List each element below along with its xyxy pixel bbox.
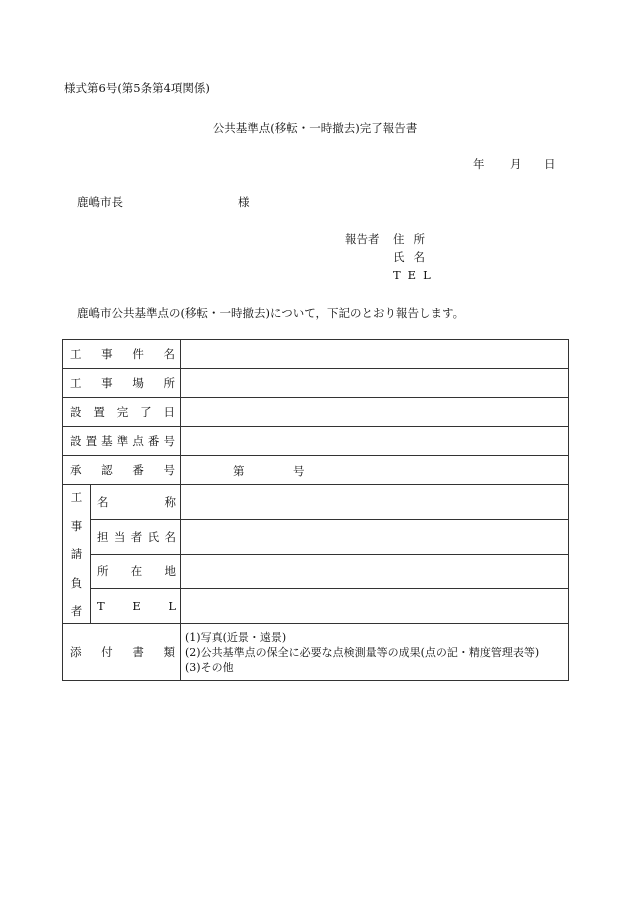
label-char: 置 bbox=[93, 405, 105, 419]
label-char: 類 bbox=[163, 645, 175, 659]
reporter-name-label: 氏名 bbox=[393, 250, 434, 264]
label-char: 番 bbox=[132, 463, 144, 477]
table-row bbox=[63, 589, 569, 624]
label-char: 名 bbox=[97, 494, 109, 509]
label-char: 所 bbox=[163, 376, 175, 390]
label-cell bbox=[63, 340, 181, 369]
table-row bbox=[63, 624, 569, 681]
label-char: 在 bbox=[130, 564, 143, 579]
label-char: 所 bbox=[97, 564, 109, 579]
label-char: 当 bbox=[113, 529, 126, 544]
label-char: 書 bbox=[132, 645, 144, 659]
reporter-address-label: 住所 bbox=[393, 232, 434, 246]
project-name-field[interactable] bbox=[181, 340, 569, 369]
label-char: T bbox=[97, 599, 105, 614]
label-char: 設 bbox=[70, 434, 82, 448]
project-name-label bbox=[63, 340, 180, 368]
contractor-name-label bbox=[91, 485, 180, 519]
date-month-label: 月 bbox=[510, 157, 522, 171]
label-char: 場 bbox=[132, 376, 144, 390]
label-char: 負 bbox=[70, 575, 83, 590]
project-location-label bbox=[63, 369, 180, 397]
label-char: 担 bbox=[97, 529, 109, 544]
install-date-field[interactable] bbox=[181, 398, 569, 427]
reporter-label: 報告者 bbox=[345, 232, 380, 246]
label-char: E bbox=[132, 599, 141, 614]
label-cell bbox=[91, 554, 181, 589]
label-cell bbox=[63, 624, 181, 681]
reporter-tel-label: TEL bbox=[393, 268, 438, 282]
point-number-label bbox=[63, 427, 180, 455]
label-char: 称 bbox=[164, 494, 176, 509]
label-char: 者 bbox=[70, 604, 83, 618]
label-char: 番 bbox=[147, 434, 160, 448]
table-row bbox=[63, 554, 569, 589]
label-char: 設 bbox=[70, 405, 82, 419]
label-cell bbox=[91, 589, 181, 624]
intro-text: 鹿嶋市公共基準点の(移転・一時撤去)について，下記のとおり報告します。 bbox=[77, 306, 465, 320]
document-title: 公共基準点(移転・一時撤去)完了報告書 bbox=[212, 121, 418, 135]
label-char: 承 bbox=[70, 463, 82, 477]
contractor-label bbox=[63, 485, 90, 623]
label-char: 認 bbox=[101, 463, 113, 477]
label-char: 日 bbox=[163, 405, 175, 419]
label-char: 付 bbox=[101, 645, 113, 659]
table-row bbox=[63, 519, 569, 554]
label-char: 置 bbox=[85, 434, 98, 448]
label-cell bbox=[63, 427, 181, 456]
form-number: 様式第6号(第5条第4項関係) bbox=[64, 81, 210, 95]
label-char: 事 bbox=[101, 347, 113, 361]
attachments-label bbox=[63, 624, 180, 680]
label-char: 請 bbox=[70, 547, 83, 561]
label-char: 完 bbox=[116, 405, 129, 419]
approval-suffix: 号 bbox=[293, 464, 305, 478]
contractor-label-cell bbox=[63, 485, 91, 624]
label-char: L bbox=[168, 599, 176, 614]
approval-number-field[interactable] bbox=[181, 456, 569, 485]
label-char: 地 bbox=[164, 564, 176, 579]
label-cell bbox=[63, 369, 181, 398]
label-char: 事 bbox=[101, 376, 113, 390]
contractor-tel-field[interactable] bbox=[181, 589, 569, 624]
label-char: 名 bbox=[164, 529, 176, 544]
attachment-item: (2)公共基準点の保全に必要な点検測量等の成果(点の記・精度管理表等) bbox=[185, 645, 540, 659]
label-cell bbox=[63, 398, 181, 427]
install-date-label bbox=[63, 398, 180, 426]
label-cell bbox=[91, 485, 181, 520]
point-number-field[interactable] bbox=[181, 427, 569, 456]
label-char: 了 bbox=[140, 405, 152, 419]
label-char: 工 bbox=[70, 376, 82, 390]
approval-prefix: 第 bbox=[233, 464, 245, 478]
project-location-field[interactable] bbox=[181, 369, 569, 398]
date-year-label: 年 bbox=[473, 157, 485, 171]
label-char: 名 bbox=[163, 347, 175, 361]
contractor-address-label bbox=[91, 555, 180, 589]
label-char: 件 bbox=[132, 347, 144, 361]
approval-number-label bbox=[63, 456, 180, 484]
table-row bbox=[63, 369, 569, 398]
label-cell bbox=[63, 456, 181, 485]
contractor-person-label bbox=[91, 520, 180, 554]
attachments-list bbox=[181, 627, 568, 678]
attachments-cell bbox=[181, 624, 569, 681]
table-row bbox=[63, 485, 569, 520]
label-char: 者 bbox=[130, 529, 143, 544]
addressee: 鹿嶋市長 bbox=[77, 195, 123, 209]
attachment-item: (3)その他 bbox=[185, 660, 234, 674]
label-char: 工 bbox=[70, 490, 83, 504]
table-row bbox=[63, 456, 569, 485]
attachment-item: (1)写真(近景・遠景) bbox=[185, 630, 287, 644]
label-char: 準 bbox=[116, 434, 129, 448]
contractor-tel-label bbox=[91, 589, 180, 623]
label-char: 基 bbox=[101, 434, 113, 448]
honorific: 様 bbox=[238, 195, 250, 209]
label-char: 添 bbox=[70, 645, 82, 659]
contractor-person-field[interactable] bbox=[181, 519, 569, 554]
date-day-label: 日 bbox=[544, 157, 556, 171]
table-row bbox=[63, 340, 569, 369]
contractor-address-field[interactable] bbox=[181, 554, 569, 589]
table-row bbox=[63, 398, 569, 427]
label-char: 号 bbox=[163, 434, 175, 448]
table-row bbox=[63, 427, 569, 456]
label-char: 氏 bbox=[147, 529, 160, 544]
report-table bbox=[62, 339, 569, 681]
label-char: 事 bbox=[70, 518, 83, 533]
label-char: 工 bbox=[70, 347, 82, 361]
label-char: 号 bbox=[163, 463, 175, 477]
label-cell bbox=[91, 519, 181, 554]
label-char: 点 bbox=[132, 434, 144, 448]
contractor-name-field[interactable] bbox=[181, 485, 569, 520]
